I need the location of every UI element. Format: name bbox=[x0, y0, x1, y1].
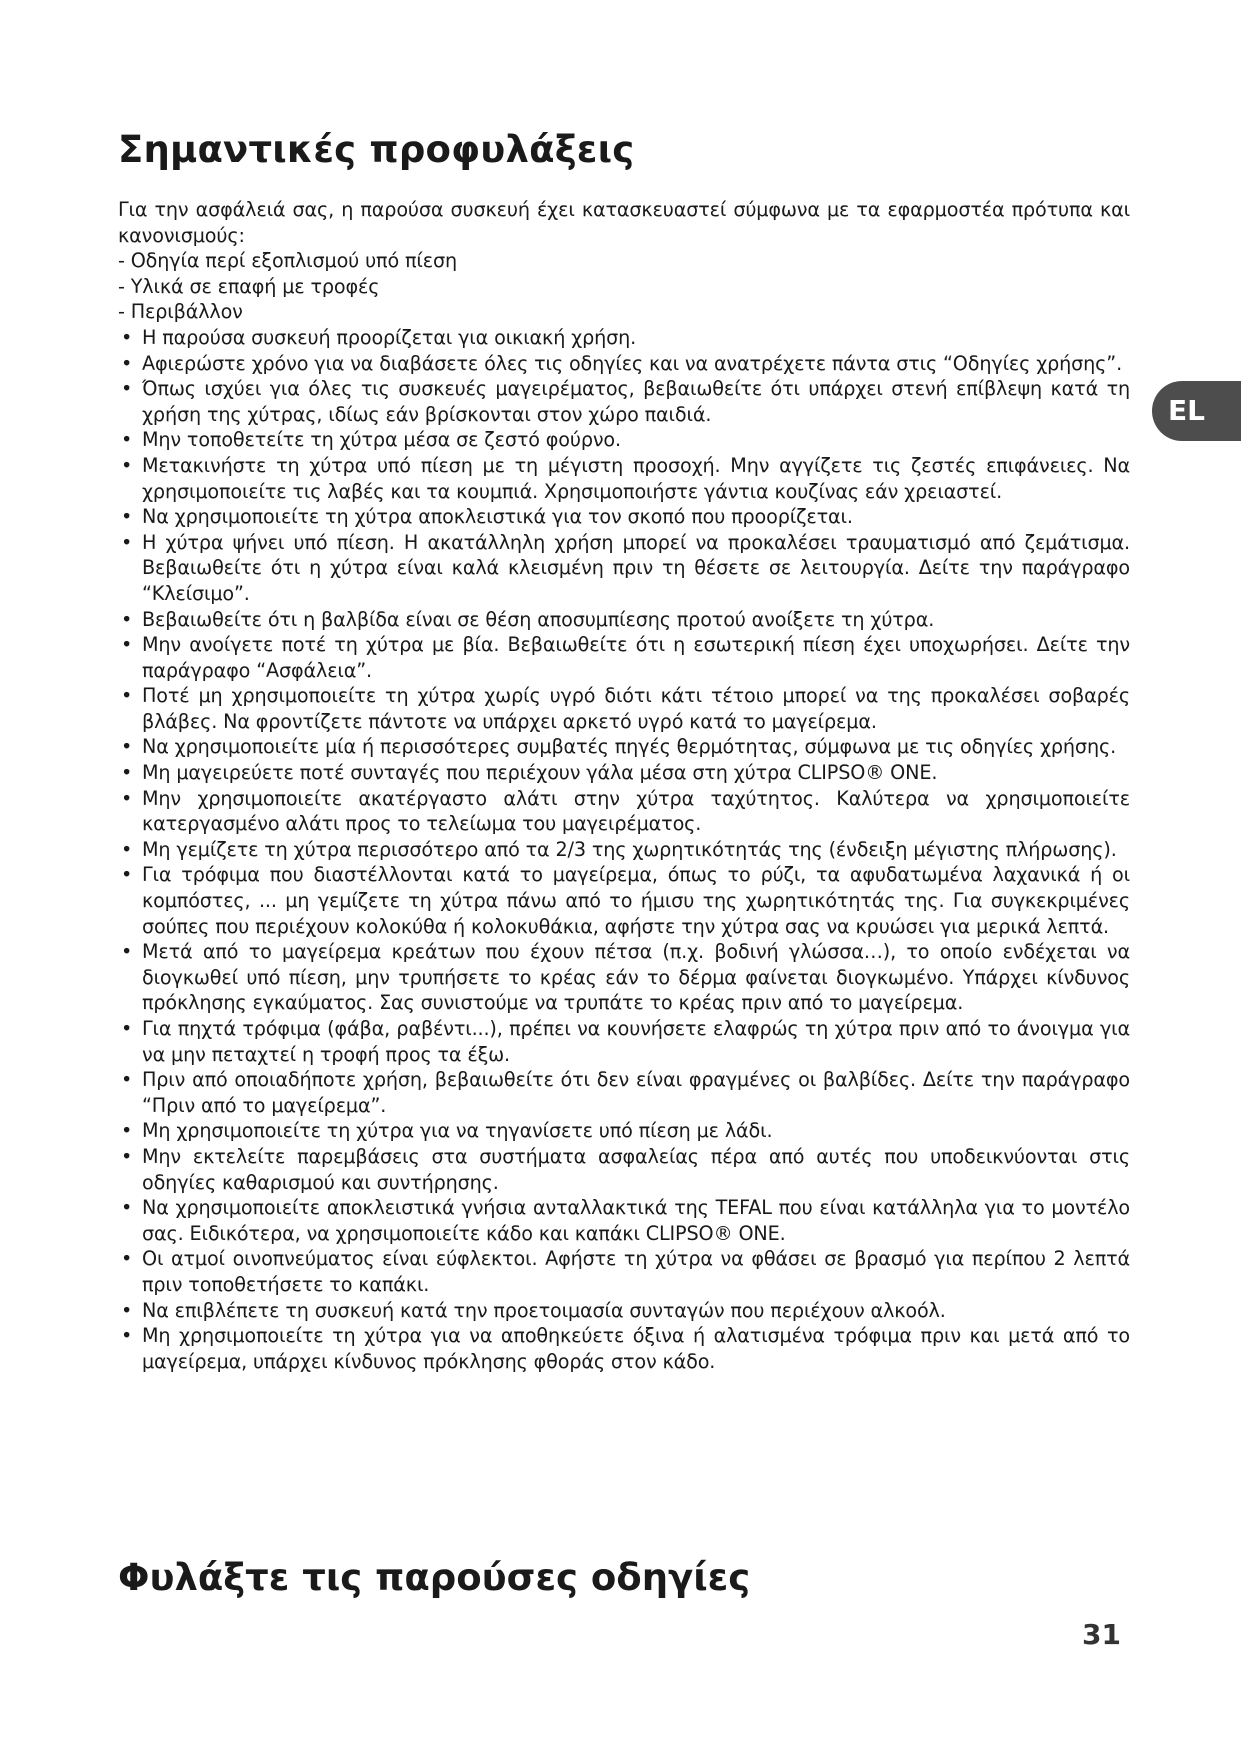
precaution-item bbox=[118, 1016, 1130, 1067]
precautions-body bbox=[118, 197, 1130, 1374]
precaution-text: Οι ατμοί οινοπνεύματος είναι εύφλεκτοι. Αφήστε τη χύτρα να φθάσει σε βρασμό για περίπου 2 λεπτά πριν τοποθετήσετε το καπάκι. bbox=[142, 1247, 1130, 1296]
bullet-icon: • bbox=[121, 1196, 133, 1220]
bullet-icon: • bbox=[121, 325, 133, 349]
bullet-icon: • bbox=[121, 1144, 133, 1168]
precaution-item bbox=[118, 862, 1130, 939]
precaution-text: Μην τοποθετείτε τη χύτρα μέσα σε ζεστό φούρνο. bbox=[142, 428, 621, 452]
precaution-text: Για πηχτά τρόφιμα (φάβα, ραβέντι...), πρέπει να κουνήσετε ελαφρώς τη χύτρα πριν από το άνοιγμα για να μην πεταχτεί η τροφή προς τα έξω. bbox=[142, 1017, 1130, 1066]
precaution-item bbox=[118, 607, 1130, 633]
bullet-icon: • bbox=[121, 786, 133, 810]
standard-item: - Περιβάλλον bbox=[118, 300, 243, 324]
bullet-icon: • bbox=[121, 684, 133, 708]
standards-list bbox=[118, 248, 1130, 325]
precaution-text: Μην ανοίγετε ποτέ τη χύτρα με βία. Βεβαιωθείτε ότι η εσωτερική πίεση έχει υποχωρήσει. Δείτε την παράγραφο “Ασφάλεια”. bbox=[142, 633, 1130, 682]
bullet-icon: • bbox=[121, 530, 133, 554]
precaution-text: Μη χρησιμοποιείτε τη χύτρα για να αποθηκεύετε όξινα ή αλατισμένα τρόφιμα πριν και μετά από το μαγείρεμα, υπάρχει κίνδυνος πρόκλησης φθοράς στον κάδο. bbox=[142, 1324, 1130, 1373]
precaution-text: Αφιερώστε χρόνο για να διαβάσετε όλες τις οδηγίες και να ανατρέχετε πάντα στις “Οδηγίες χρήσης”. bbox=[142, 351, 1123, 375]
precaution-item bbox=[118, 453, 1130, 504]
precautions-list bbox=[118, 325, 1130, 1374]
language-tab-label: EL bbox=[1168, 394, 1205, 427]
precaution-text: Μετά από το μαγείρεμα κρεάτων που έχουν πέτσα (π.χ. βοδινή γλώσσα…), το οποίο ενδέχεται να διογκωθεί υπό πίεση, μην τρυπήσετε το κρέας εάν το δέρμα φαίνεται διογκωμένο. Υπάρχει κίνδυνος πρόκλησης εγκαύματος. Σας συνιστούμε να τρυπάτε το κρέας πριν από το μαγείρεμα. bbox=[142, 940, 1130, 1015]
precaution-item bbox=[118, 1118, 1130, 1144]
precaution-text: Μην εκτελείτε παρεμβάσεις στα συστήματα ασφαλείας πέρα από αυτές που υποδεικνύονται στις οδηγίες καθαρισμού και συντήρησης. bbox=[142, 1144, 1130, 1194]
precaution-item bbox=[118, 786, 1130, 837]
bullet-icon: • bbox=[121, 1068, 133, 1092]
precaution-item bbox=[118, 1323, 1130, 1374]
precaution-text: Μη γεμίζετε τη χύτρα περισσότερο από τα 2/3 της χωρητικότητάς της (ένδειξη μέγιστης πλήρωσης). bbox=[142, 837, 1117, 861]
precaution-text: Να χρησιμοποιείτε αποκλειστικά γνήσια ανταλλακτικά της TEFAL που είναι κατάλληλα για το μοντέλο σας. Ειδικότερα, να χρησιμοποιείτε κάδο και καπάκι CLIPSO® ONE. bbox=[142, 1196, 1130, 1245]
precaution-text: Να χρησιμοποιείτε τη χύτρα αποκλειστικά για τον σκοπό που προορίζεται. bbox=[142, 505, 853, 529]
page-number: 31 bbox=[1082, 1618, 1121, 1651]
precaution-item bbox=[118, 1195, 1130, 1246]
precaution-text: Μην χρησιμοποιείτε ακατέργαστο αλάτι στην χύτρα ταχύτητος. Καλύτερα να χρησιμοποιείτε κατεργασμένο αλάτι προς το τελείωμα του μαγειρέματος. bbox=[142, 786, 1130, 836]
precaution-text: Η παρούσα συσκευή προορίζεται για οικιακή χρήση. bbox=[142, 325, 637, 349]
precaution-item bbox=[118, 1144, 1130, 1195]
standard-item: - Οδηγία περί εξοπλισμού υπό πίεση bbox=[118, 249, 457, 273]
precaution-text: Μετακινήστε τη χύτρα υπό πίεση με τη μέγιστη προσοχή. Μην αγγίζετε τις ζεστές επιφάνειες. Να χρησιμοποιείτε τις λαβές και τα κουμπιά. Χρησιμοποιήστε γάντια κουζίνας εάν χρειαστεί. bbox=[142, 453, 1130, 503]
precaution-item bbox=[118, 351, 1130, 377]
precaution-text: Να χρησιμοποιείτε μία ή περισσότερες συμβατές πηγές θερμότητας, σύμφωνα με τις οδηγίες χρήσης. bbox=[142, 735, 1117, 759]
precaution-text: Πριν από οποιαδήποτε χρήση, βεβαιωθείτε ότι δεν είναι φραγμένες οι βαλβίδες. Δείτε την παράγραφο “Πριν από το μαγείρεμα”. bbox=[142, 1068, 1130, 1117]
bullet-icon: • bbox=[121, 863, 133, 887]
bullet-icon: • bbox=[121, 505, 133, 529]
precaution-item bbox=[118, 530, 1130, 607]
precaution-text: Βεβαιωθείτε ότι η βαλβίδα είναι σε θέση αποσυμπίεσης προτού ανοίξετε τη χύτρα. bbox=[142, 607, 935, 631]
bullet-icon: • bbox=[121, 1324, 133, 1348]
precaution-item bbox=[118, 376, 1130, 427]
bullet-icon: • bbox=[121, 1247, 133, 1271]
precaution-text: Μη μαγειρεύετε ποτέ συνταγές που περιέχουν γάλα μέσα στη χύτρα CLIPSO® ONE. bbox=[142, 761, 938, 785]
precaution-text: Όπως ισχύει για όλες τις συσκευές μαγειρέματος, βεβαιωθείτε ότι υπάρχει στενή επίβλεψη κατά τη χρήση της χύτρας, ιδίως εάν βρίσκονται στον χώρο παιδιά. bbox=[142, 377, 1130, 426]
precaution-item bbox=[118, 504, 1130, 530]
bullet-icon: • bbox=[121, 1298, 133, 1322]
precaution-item bbox=[118, 939, 1130, 1016]
precaution-item bbox=[118, 734, 1130, 760]
precaution-item bbox=[118, 1246, 1130, 1297]
precaution-item bbox=[118, 683, 1130, 734]
language-tab bbox=[1152, 381, 1241, 441]
bullet-icon: • bbox=[121, 1119, 133, 1143]
closing-heading: Φυλάξτε τις παρούσες οδηγίες bbox=[118, 1556, 751, 1599]
precaution-text: Να επιβλέπετε τη συσκευή κατά την προετοιμασία συνταγών που περιέχουν αλκοόλ. bbox=[142, 1298, 946, 1322]
precaution-item bbox=[118, 1067, 1130, 1118]
bullet-icon: • bbox=[121, 1017, 133, 1040]
bullet-icon: • bbox=[121, 607, 133, 631]
precaution-item bbox=[118, 325, 1130, 351]
bullet-icon: • bbox=[121, 377, 133, 401]
precaution-item bbox=[118, 1298, 1130, 1324]
bullet-icon: • bbox=[121, 761, 133, 785]
bullet-icon: • bbox=[121, 453, 133, 477]
precaution-item bbox=[118, 632, 1130, 683]
precaution-item bbox=[118, 427, 1130, 453]
bullet-icon: • bbox=[121, 735, 133, 759]
standard-item: - Υλικά σε επαφή με τροφές bbox=[118, 274, 380, 298]
bullet-icon: • bbox=[121, 351, 133, 375]
precaution-text: Για τρόφιμα που διαστέλλονται κατά το μαγείρεμα, όπως το ρύζι, τα αφυδατωμένα λαχανικά ή οι κομπόστες, ... μη γεμίζετε τη χύτρα πάνω από το ήμισυ της χωρητικότητάς της. Για συγκεκριμένες σούπες που περιέχουν κολοκύθα ή κολοκυθάκια, αφήστε την χύτρα σας να κρυώσει για μερικά λεπτά. bbox=[142, 863, 1130, 938]
bullet-icon: • bbox=[121, 837, 133, 861]
intro-paragraph: Για την ασφάλειά σας, η παρούσα συσκευή έχει κατασκευαστεί σύμφωνα με τα εφαρμοστέα πρότυπα και κανονισμούς: bbox=[118, 198, 1130, 247]
precaution-text: Η χύτρα ψήνει υπό πίεση. Η ακατάλληλη χρήση μπορεί να προκαλέσει τραυματισμό από ζεμάτισμα. Βεβαιωθείτε ότι η χύτρα είναι καλά κλεισμένη πριν τη θέσετε σε λειτουργία. Δείτε την παράγραφο “Κλείσιμο”. bbox=[142, 530, 1130, 605]
page-heading: Σημαντικές προφυλάξεις bbox=[118, 128, 635, 171]
bullet-icon: • bbox=[121, 940, 133, 964]
precaution-item bbox=[118, 760, 1130, 786]
precaution-item bbox=[118, 837, 1130, 863]
precaution-text: Ποτέ μη χρησιμοποιείτε τη χύτρα χωρίς υγρό διότι κάτι τέτοιο μπορεί να της προκαλέσει σοβαρές βλάβες. Να φροντίζετε πάντοτε να υπάρχει αρκετό υγρό κατά το μαγείρεμα. bbox=[142, 684, 1130, 733]
bullet-icon: • bbox=[121, 428, 133, 452]
bullet-icon: • bbox=[121, 633, 133, 657]
precaution-text: Μη χρησιμοποιείτε τη χύτρα για να τηγανίσετε υπό πίεση με λάδι. bbox=[142, 1119, 773, 1143]
